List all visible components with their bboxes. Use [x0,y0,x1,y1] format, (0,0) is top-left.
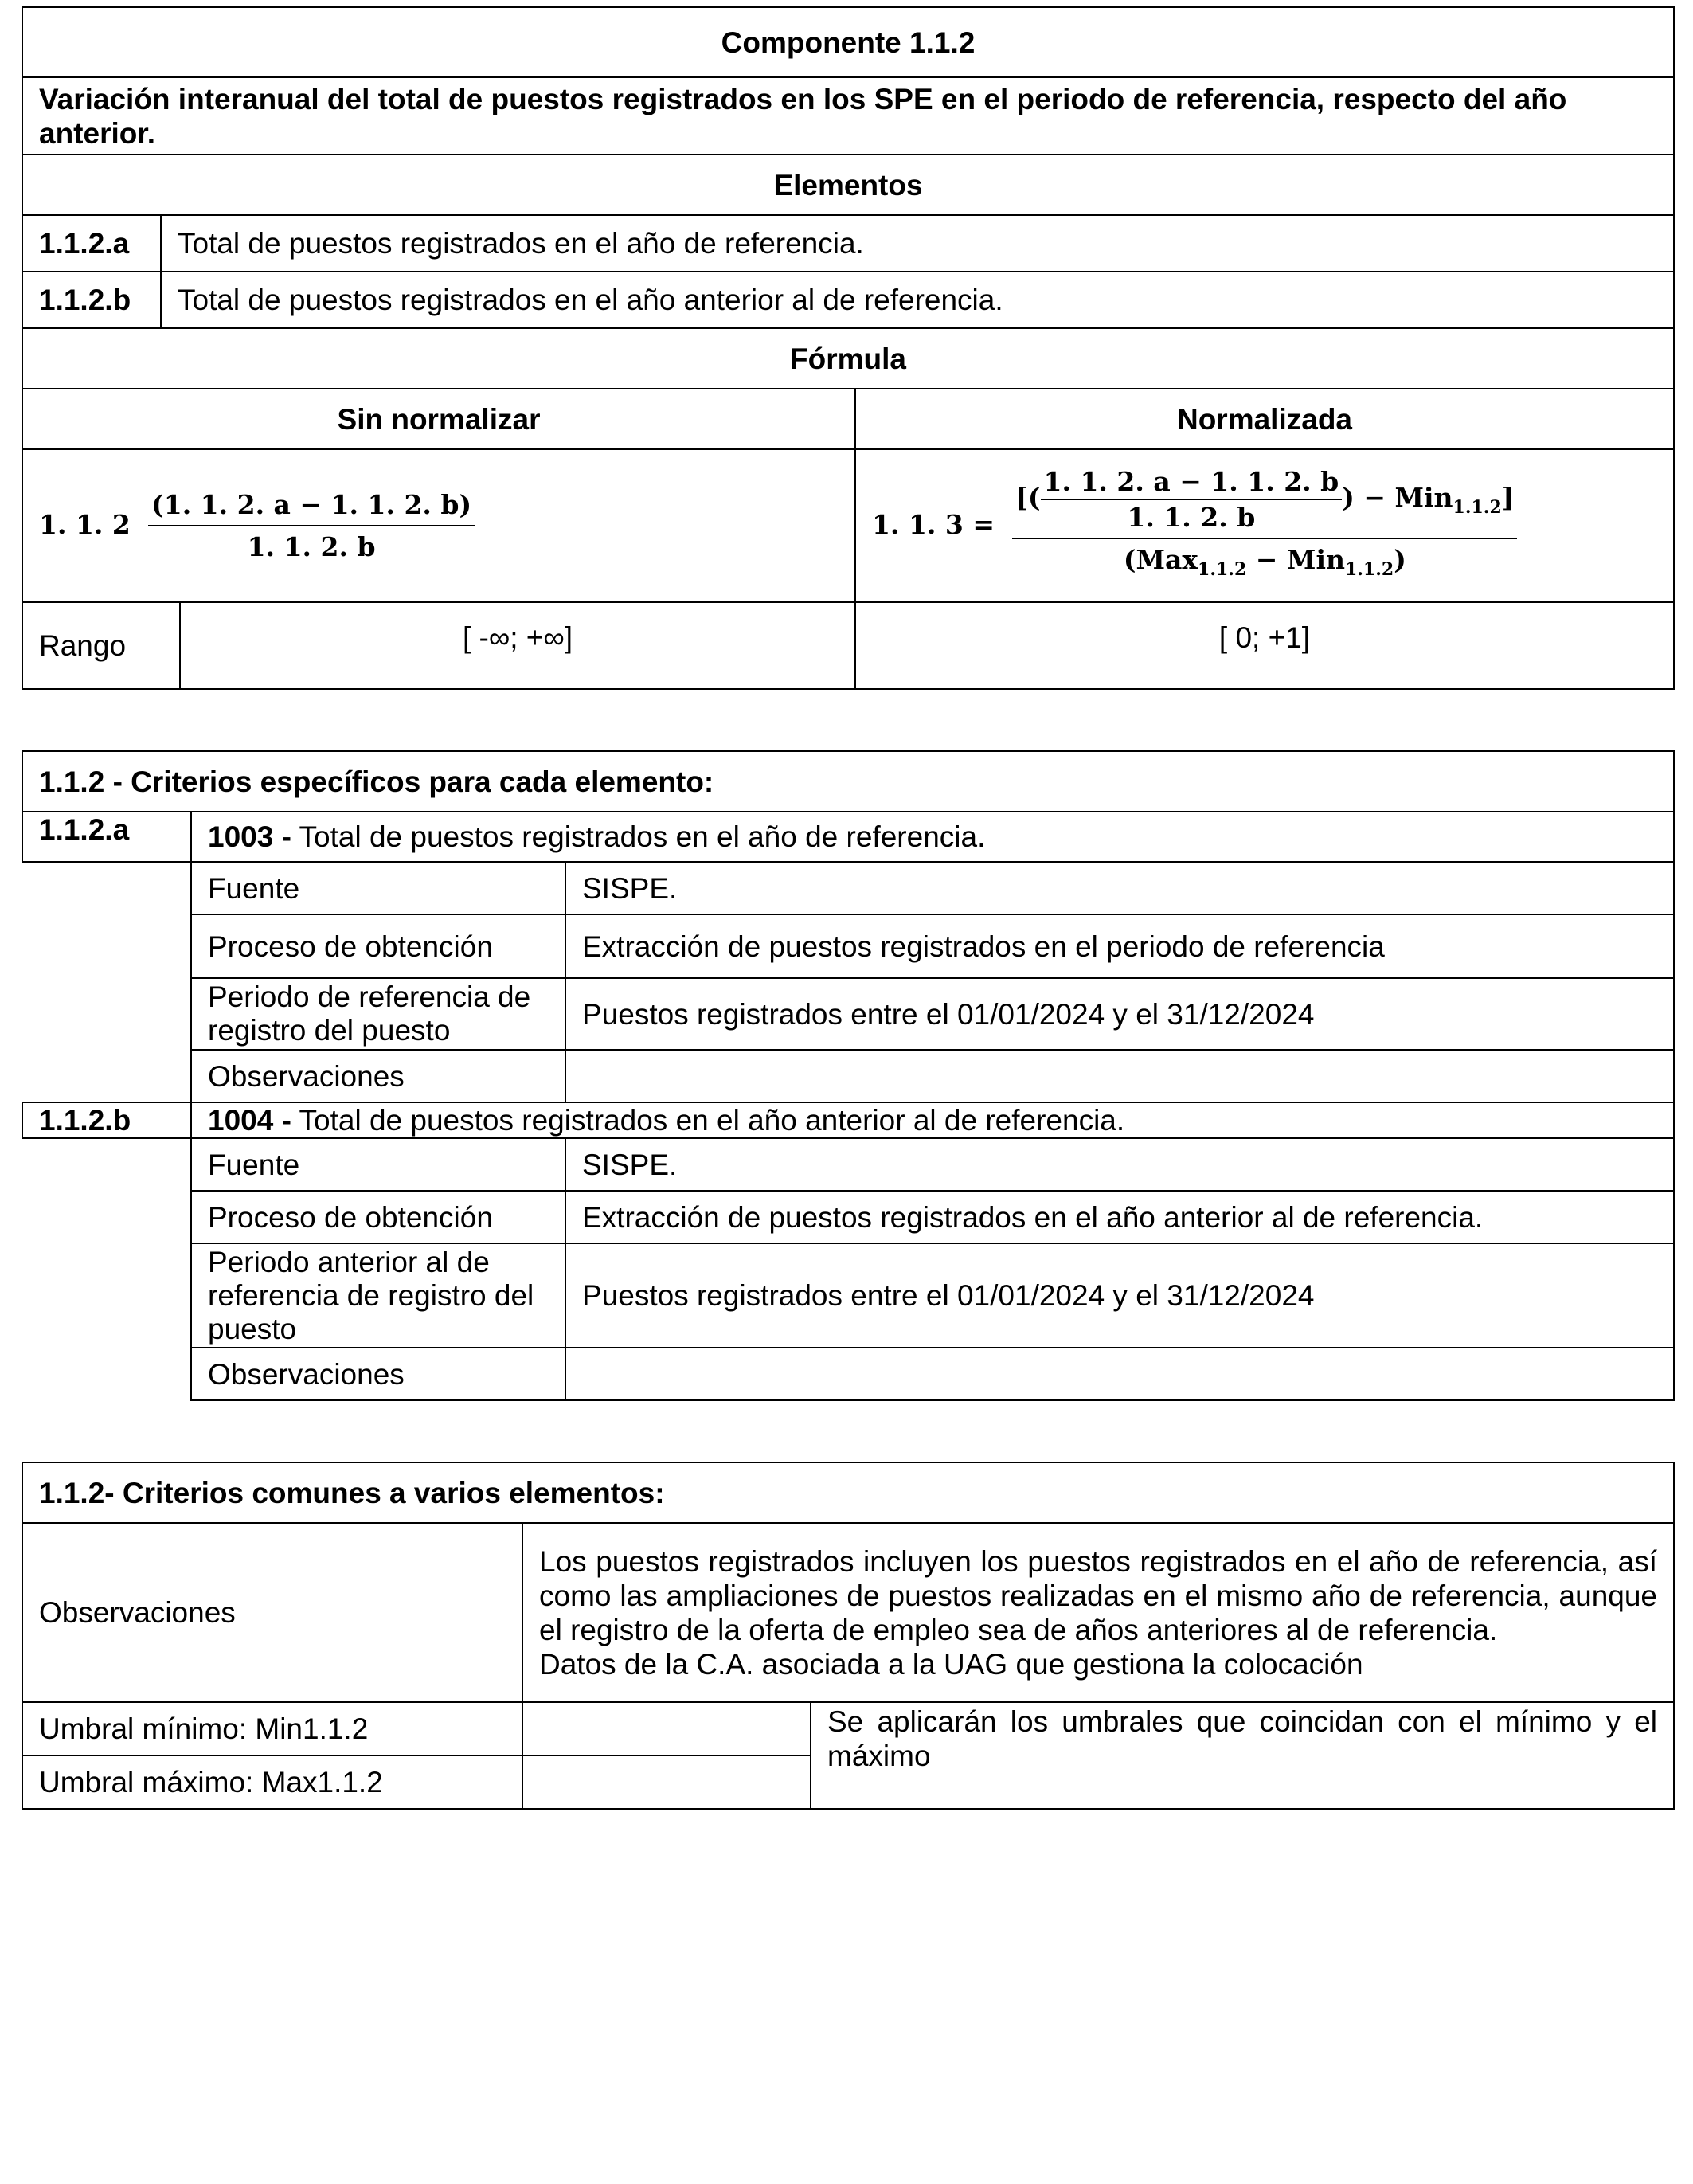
indent-spacer [22,1050,191,1102]
criteria-value: Extracción de puestos registrados en el año anterior al de referencia. [565,1191,1674,1243]
formula-subscript: 1.1.2 [1453,497,1502,518]
criteria-label: Proceso de obtención [191,914,565,978]
criteria-label: Periodo de referencia de registro del puesto [191,978,565,1050]
criteria-label: Observaciones [191,1348,565,1400]
criteria-value: SISPE. [565,862,1674,914]
formula-sin-normalizar [22,449,855,602]
criteria-value: SISPE. [565,1138,1674,1191]
formula-label: 1. 1. 3 = [872,508,995,540]
criteria-label: Observaciones [191,1050,565,1102]
range-sin-normalizar: [ -∞; +∞] [180,602,855,689]
indent-spacer [22,1138,191,1191]
component-description: Variación interanual del total de puestos registrados en los SPE en el periodo de referencia, respecto del año anterior. [22,77,1674,155]
criteria-value [565,1050,1674,1102]
formula-max: (Max [1123,544,1198,575]
element-header [191,812,1674,862]
observaciones-paragraph: Los puestos registrados incluyen los puestos registrados en el año de referencia, así como las ampliaciones de puestos realizadas en el mismo año de referencia, aunque el registro de la oferta de empleo sea de años anteriores al de referencia. [539,1544,1658,1646]
specific-criteria-title: 1.1.2 - Criterios específicos para cada elemento: [22,751,1674,812]
criteria-label: Fuente [191,862,565,914]
common-criteria-title [22,1462,1674,1523]
formula-bracket-open: [( [1015,482,1041,513]
formula-denominator [1120,539,1410,587]
formula-subscript: 1.1.2 [1344,559,1394,580]
formula-paren-close: ) [1394,544,1406,575]
umbral-maximo-value [522,1755,811,1809]
title-code: 1.1.2- [39,1476,115,1509]
formula-inner-denominator: 1. 1. 2. b [1127,502,1256,533]
formula-fraction [1012,464,1517,587]
formula-numerator [1012,464,1517,539]
formula-normalizada [855,449,1674,602]
title-text: Criterios comunes a varios elementos: [114,1476,665,1509]
element-code: 1.1.2.a [22,215,161,272]
column-normalizada: Normalizada [855,389,1674,449]
document-page [22,6,1673,1810]
element-text: Total de puestos registrados en el año anterior al de referencia. [161,272,1674,328]
indent-spacer [22,1191,191,1243]
formula-header: Fórmula [22,328,1674,389]
component-title: Componente 1.1.2 [22,7,1674,77]
element-id: 1003 - [208,820,291,853]
criteria-value: Puestos registrados entre el 01/01/2024 y el 31/12/2024 [565,1243,1674,1348]
element-id: 1004 - [208,1103,291,1137]
criteria-value: Puestos registrados entre el 01/01/2024 y el 31/12/2024 [565,978,1674,1050]
formula-denominator: 1. 1. 2. b [247,531,376,562]
indent-spacer [22,978,191,1050]
formula-inner-fraction [1041,464,1343,534]
element-text: Total de puestos registrados en el año de referencia. [291,820,986,853]
criteria-label: Proceso de obtención [191,1191,565,1243]
indent-spacer [22,1243,191,1348]
formula-min: − Min [1246,544,1345,575]
criteria-value [565,1348,1674,1400]
element-code: 1.1.2.b [22,1102,191,1138]
range-normalizada: [ 0; +1] [855,602,1674,689]
umbral-minimo-value [522,1702,811,1755]
umbral-maximo-label: Umbral máximo: Max1.1.2 [22,1755,522,1809]
indent-spacer [22,1348,191,1400]
element-code: 1.1.2.b [22,272,161,328]
component-table [22,6,1675,690]
column-sin-normalizar: Sin normalizar [22,389,855,449]
umbral-note: Se aplicarán los umbrales que coincidan con el mínimo y el máximo [811,1702,1674,1809]
criteria-value: Extracción de puestos registrados en el periodo de referencia [565,914,1674,978]
element-header [191,1102,1674,1138]
formula-bracket-close: ] [1501,482,1515,513]
observaciones-label: Observaciones [22,1523,522,1702]
formula-fraction [148,487,475,564]
indent-spacer [22,914,191,978]
specific-criteria-table [22,750,1675,1401]
elements-header: Elementos [22,155,1674,215]
element-text: Total de puestos registrados en el año anterior al de referencia. [291,1103,1125,1137]
formula-inner-numerator: 1. 1. 2. a − 1. 1. 2. b [1041,464,1343,500]
observaciones-paragraph: Datos de la C.A. asociada a la UAG que gestiona la colocación [539,1647,1363,1681]
formula-numerator: (1. 1. 2. a − 1. 1. 2. b) [148,487,475,526]
formula-subscript: 1.1.2 [1198,559,1247,580]
umbral-minimo-label: Umbral mínimo: Min1.1.2 [22,1702,522,1755]
indent-spacer [22,862,191,914]
observaciones-text [522,1523,1674,1702]
formula-label: 1. 1. 2 [39,508,131,540]
element-text: Total de puestos registrados en el año de referencia. [161,215,1674,272]
formula-min: ) − Min [1342,482,1453,513]
criteria-label: Fuente [191,1138,565,1191]
element-code: 1.1.2.a [22,812,191,862]
common-criteria-table [22,1462,1675,1810]
range-label: Rango [22,602,180,689]
criteria-label: Periodo anterior al de referencia de registro del puesto [191,1243,565,1348]
